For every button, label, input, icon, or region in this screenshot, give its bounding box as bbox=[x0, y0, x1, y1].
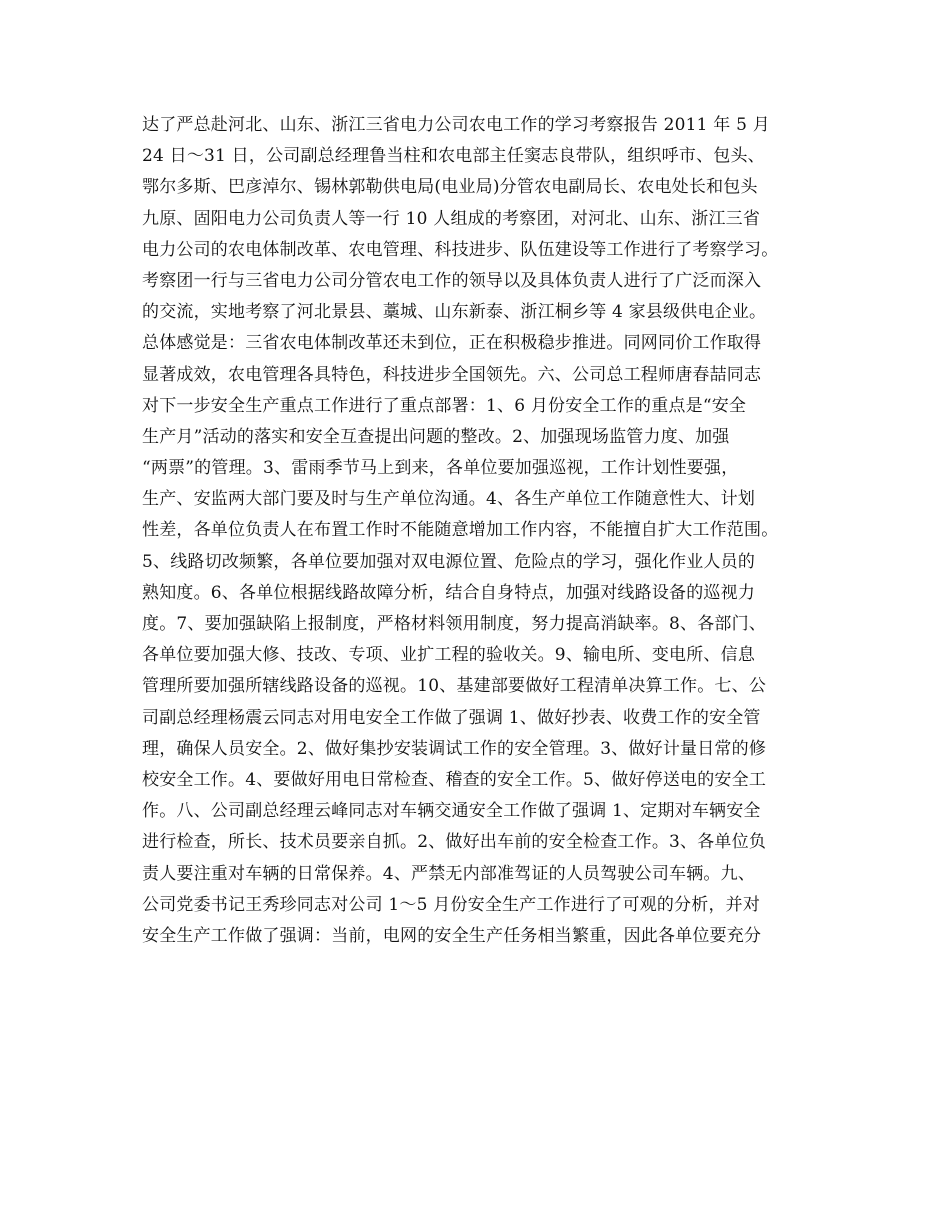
text-line: 鄂尔多斯、巴彦淖尔、锡林郭勒供电局(电业局)分管农电副局长、农电处长和包头 bbox=[142, 177, 758, 198]
text-line: 性差，各单位负责人在布置工作时不能随意增加工作内容，不能擅自扩大工作范围。 bbox=[142, 520, 779, 541]
text-line: 总体感觉是：三省农电体制改革还未到位，正在积极稳步推进。同网同价工作取得 bbox=[142, 333, 762, 354]
text-line: 生产、安监两大部门要及时与生产单位沟通。4、各生产单位工作随意性大、计划 bbox=[142, 489, 756, 510]
text-line: 校安全工作。4、要做好用电日常检查、稽查的安全工作。5、做好停送电的安全工 bbox=[142, 769, 767, 790]
text-line: 生产月”活动的落实和安全互查提出问题的整改。2、加强现场监管力度、加强 bbox=[142, 426, 730, 447]
text-line: 电力公司的农电体制改革、农电管理、科技进步、队伍建设等工作进行了考察学习。 bbox=[142, 239, 779, 260]
text-line: “两票”的管理。3、雷雨季节马上到来，各单位要加强巡视，工作计划性要强， bbox=[142, 458, 739, 479]
text-line: 九原、固阳电力公司负责人等一行 10 人组成的考察团，对河北、山东、浙江三省 bbox=[142, 208, 761, 229]
text-line: 公司党委书记王秀珍同志对公司 1～5 月份安全生产工作进行了可观的分析，并对 bbox=[142, 894, 761, 915]
text-line: 作。八、公司副总经理云峰同志对车辆交通安全工作做了强调 1、定期对车辆安全 bbox=[142, 801, 761, 822]
text-line: 管理所要加强所辖线路设备的巡视。10、基建部要做好工程清单决算工作。七、公 bbox=[142, 676, 767, 697]
text-line: 各单位要加强大修、技改、专项、业扩工程的验收关。9、输电所、变电所、信息 bbox=[142, 645, 756, 666]
text-line: 司副总经理杨震云同志对用电安全工作做了强调 1、做好抄表、收费工作的安全管 bbox=[142, 707, 761, 728]
text-line: 达了严总赴河北、山东、浙江三省电力公司农电工作的学习考察报告 2011 年 5 月 bbox=[142, 115, 770, 135]
text-line: 24 日～31 日，公司副总经理鲁当柱和农电部主任窦志良带队，组织呼市、包头、 bbox=[142, 146, 765, 167]
text-line: 理，确保人员安全。2、做好集抄安装调试工作的安全管理。3、做好计量日常的修 bbox=[142, 738, 767, 759]
text-line: 进行检查，所长、技术员要亲自抓。2、做好出车前的安全检查工作。3、各单位负 bbox=[142, 832, 767, 853]
text-line: 熟知度。6、各单位根据线路故障分析，结合自身特点，加强对线路设备的巡视力 bbox=[142, 582, 756, 603]
text-line: 考察团一行与三省电力公司分管农电工作的领导以及具体负责人进行了广泛而深入 bbox=[142, 270, 762, 291]
text-line: 安全生产工作做了强调：当前，电网的安全生产任务相当繁重，因此各单位要充分 bbox=[142, 925, 762, 946]
text-line: 度。7、要加强缺陷上报制度，严格材料领用制度，努力提高消缺率。8、各部门、 bbox=[142, 614, 767, 634]
text-line: 责人要注重对车辆的日常保养。4、严禁无内部准驾证的人员驾驶公司车辆。九、 bbox=[142, 863, 756, 884]
text-line: 的交流，实地考察了河北景县、藁城、山东新泰、浙江桐乡等 4 家县级供电企业。 bbox=[142, 302, 767, 323]
text-line: 显著成效，农电管理各具特色，科技进步全国领先。六、公司总工程师唐春喆同志 bbox=[142, 364, 762, 385]
text-line: 对下一步安全生产重点工作进行了重点部署：1、6 月份安全工作的重点是“安全 bbox=[142, 395, 747, 416]
text-line: 5、线路切改频繁，各单位要加强对双电源位置、危险点的学习，强化作业人员的 bbox=[142, 551, 756, 572]
body-text bbox=[142, 110, 822, 952]
